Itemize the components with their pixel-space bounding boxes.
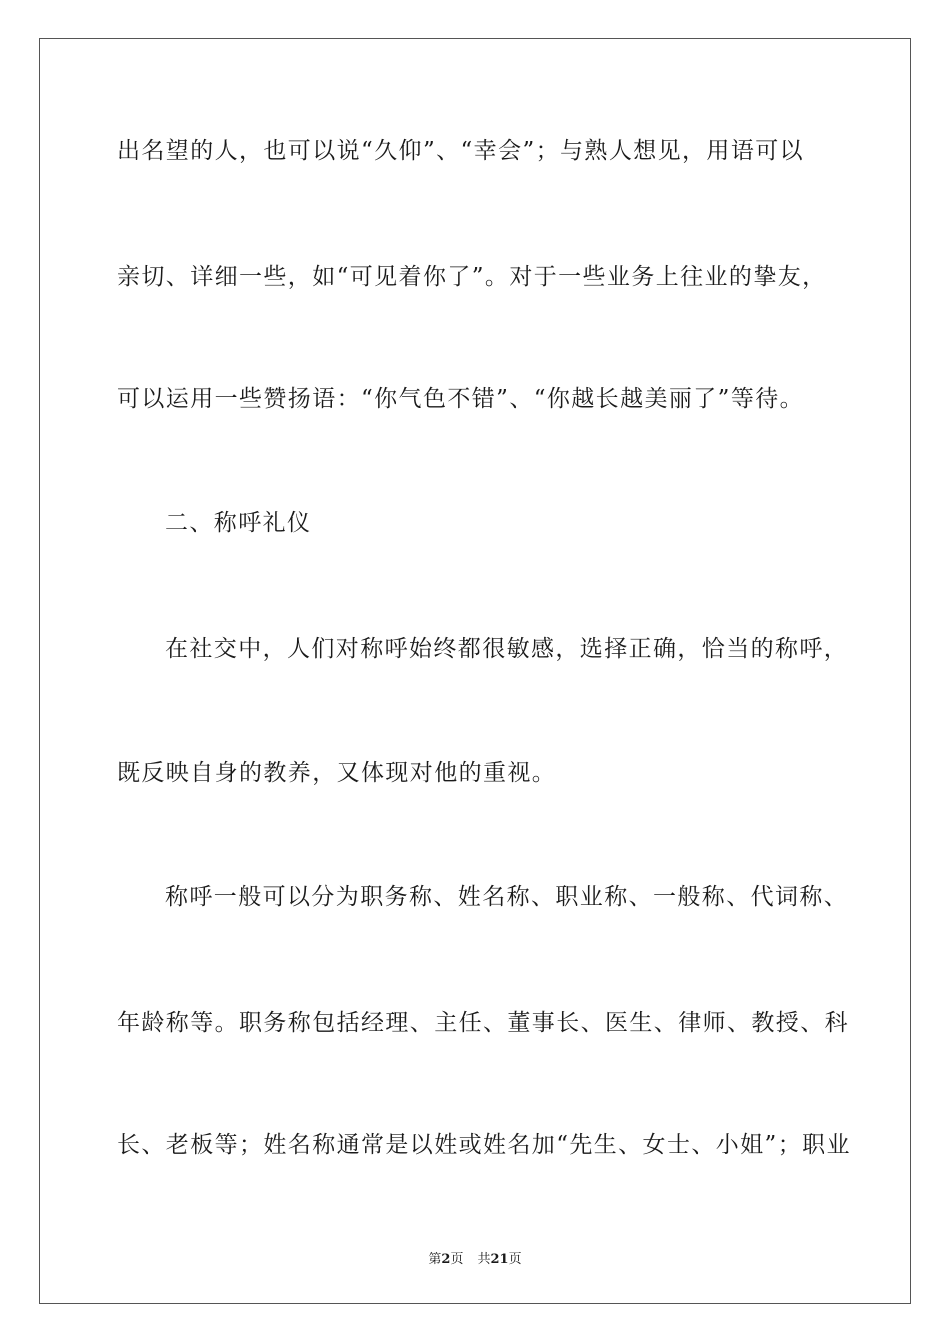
total-prefix: 共 xyxy=(477,1252,491,1267)
body-text-line: 在社交中，人们对称呼始终都很敏感，选择正确，恰当的称呼， xyxy=(165,636,849,662)
page-footer xyxy=(0,1248,950,1267)
total-pages: 21 xyxy=(490,1252,509,1267)
body-text-line: 可以运用一些赞扬语：“你气色不错”、“你越长越美丽了”等待。 xyxy=(117,386,805,412)
body-text-line: 长、老板等；姓名称通常是以姓或姓名加“先生、女士、小姐”；职业 xyxy=(117,1132,851,1158)
total-suffix: 页 xyxy=(508,1252,522,1267)
body-text-line: 亲切、详细一些，如“可见着你了”。对于一些业务上往业的挚友， xyxy=(117,264,827,290)
page-prefix: 第 xyxy=(428,1252,442,1267)
body-text-line: 出名望的人，也可以说“久仰”、“幸会”；与熟人想见，用语可以 xyxy=(117,138,805,164)
page-number: 2 xyxy=(441,1252,451,1267)
body-text-line: 称呼一般可以分为职务称、姓名称、职业称、一般称、代词称、 xyxy=(165,884,849,910)
section-heading: 二、称呼礼仪 xyxy=(165,510,312,536)
page-border xyxy=(39,38,911,1304)
body-text-line: 年龄称等。职务称包括经理、主任、董事长、医生、律师、教授、科 xyxy=(117,1010,849,1036)
page-suffix: 页 xyxy=(450,1252,464,1267)
body-text-line: 既反映自身的教养，又体现对他的重视。 xyxy=(117,760,557,786)
